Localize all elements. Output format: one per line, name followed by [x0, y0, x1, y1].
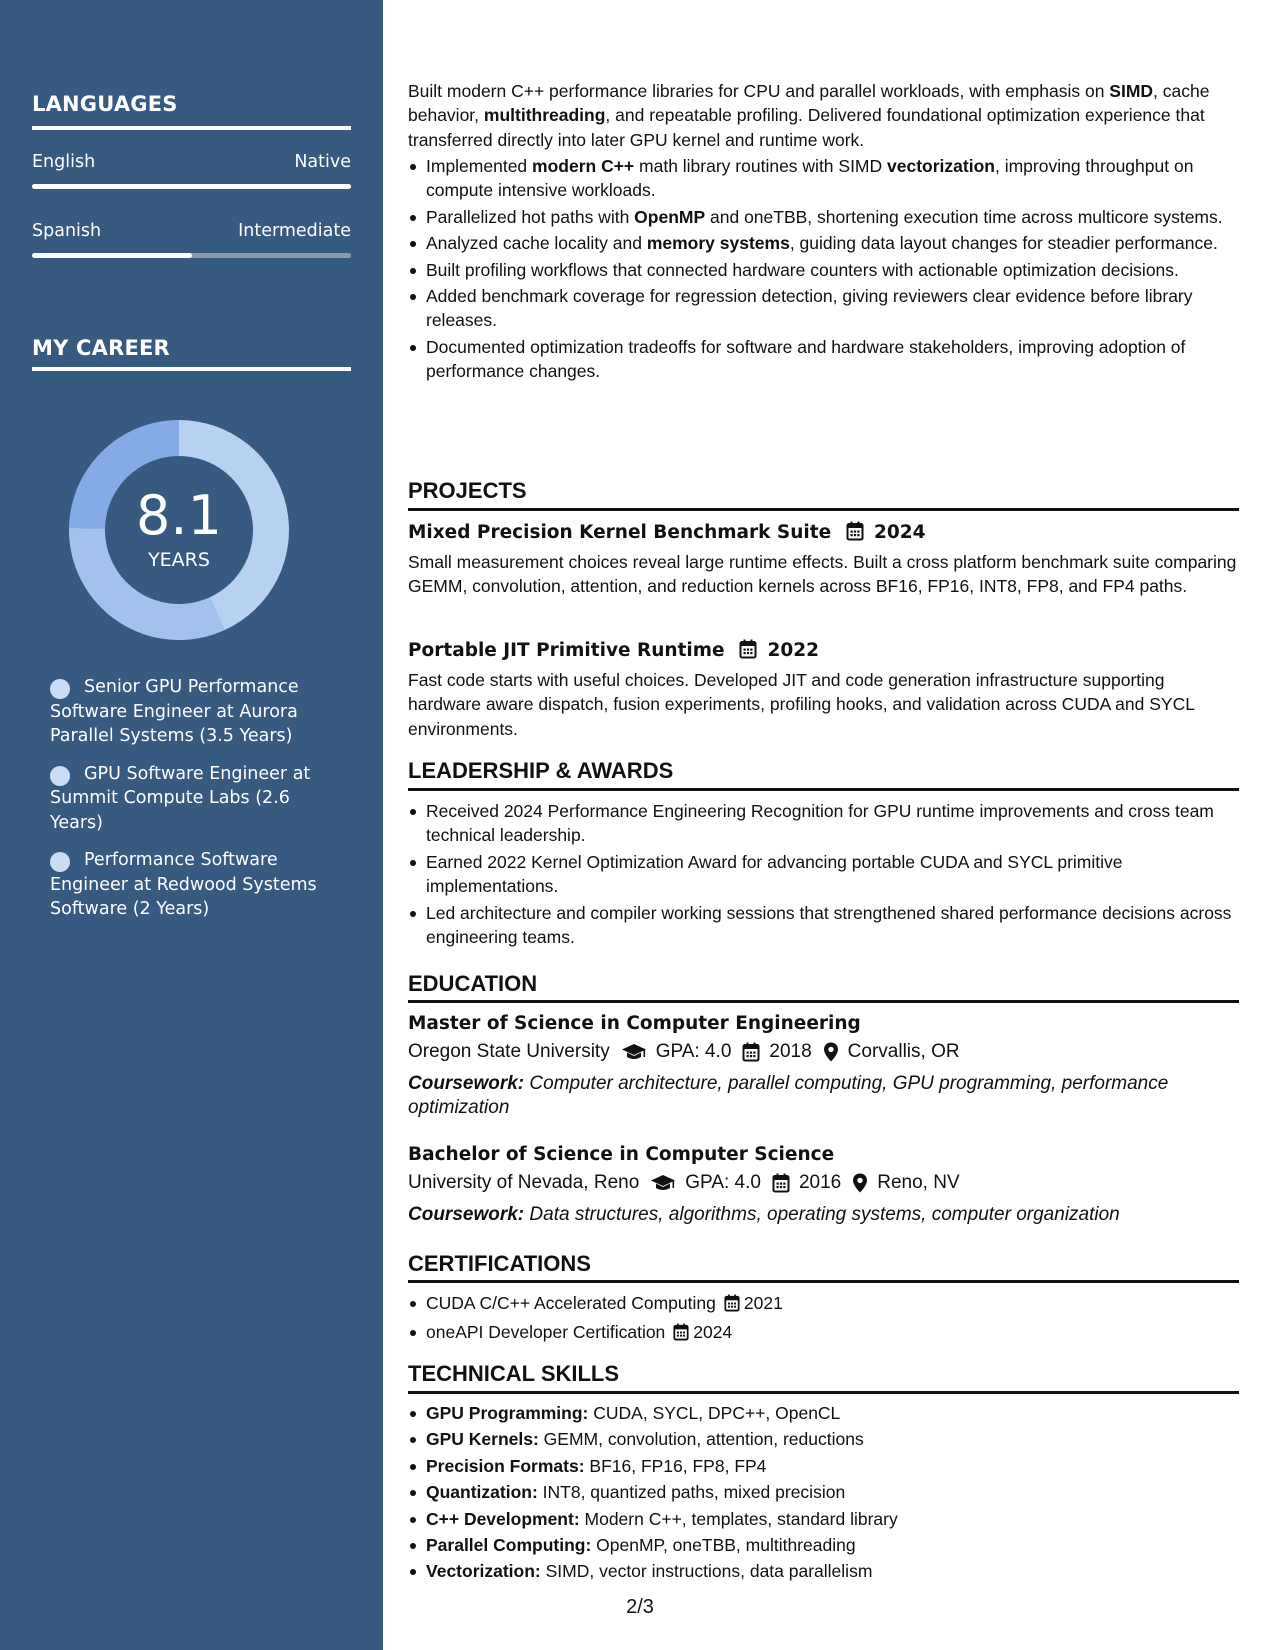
skill-item — [408, 1533, 1239, 1557]
language-proficiency-fill — [32, 253, 192, 258]
calendar-icon — [742, 1042, 760, 1062]
bold-keyword: vectorization — [887, 156, 995, 176]
text-run: Analyzed cache locality and — [426, 233, 647, 254]
skill-label: Quantization: — [426, 1482, 538, 1503]
location-pin-icon — [823, 1042, 839, 1062]
skill-label: Parallel Computing: — [426, 1535, 592, 1556]
calendar-icon — [724, 1294, 740, 1318]
text-run: , and repeatable profiling. Delivered foundational optimization experience that transferred directly into later GPU kernel and runtime work. — [408, 105, 1205, 150]
projects-heading: PROJECTS — [408, 478, 527, 503]
text-run: Documented optimization tradeoffs for software and hardware stakeholders, improving adoption of performance changes. — [426, 336, 1186, 382]
page-number: 2/3 — [626, 1596, 654, 1618]
skill-value: OpenMP, oneTBB, multithreading — [591, 1535, 856, 1556]
bold-keyword: SIMD — [1109, 81, 1154, 101]
school-location: Reno, NV — [877, 1172, 960, 1193]
school-location: Corvallis, OR — [847, 1041, 960, 1062]
career-item-text: Senior GPU Performance Software Engineer at Aurora Parallel Systems (3.5 Years) — [50, 677, 299, 746]
language-level: Native — [294, 152, 351, 172]
school-name: University of Nevada, Reno — [408, 1172, 640, 1193]
coursework-text: Data structures, algorithms, operating systems, computer organization — [524, 1204, 1120, 1225]
career-item — [50, 848, 320, 922]
skill-label: Vectorization: — [426, 1561, 541, 1582]
degree-title: Bachelor of Science in Computer Science — [408, 1144, 835, 1165]
skills-heading: TECHNICAL SKILLS — [408, 1361, 620, 1386]
project-title: Mixed Precision Kernel Benchmark Suite — [408, 522, 832, 543]
leadership-divider — [408, 788, 1239, 791]
text-run: math library routines with SIMD — [634, 156, 888, 176]
graduation-cap-icon — [621, 1042, 647, 1062]
text-run: and oneTBB, shortening execution time across multicore systems. — [705, 206, 1223, 227]
coursework-text: Computer architecture, parallel computing, GPU programming, performance optimization — [408, 1073, 1169, 1118]
degree-title: Master of Science in Computer Engineering — [408, 1013, 861, 1034]
text-run: Added benchmark coverage for regression detection, giving reviewers clear evidence before library releases. — [426, 286, 1193, 331]
text-run: Implemented — [426, 156, 533, 176]
skill-item — [408, 1427, 1239, 1451]
calendar-icon — [673, 1323, 689, 1347]
career-years-unit: YEARS — [148, 549, 210, 571]
certifications-heading: CERTIFICATIONS — [408, 1251, 591, 1276]
text-run: , cache behavior, — [408, 81, 1210, 126]
skills-divider — [408, 1391, 1239, 1394]
skill-value: BF16, FP16, FP8, FP4 — [584, 1455, 767, 1476]
language-proficiency-bar — [32, 253, 351, 258]
gpa: GPA: 4.0 — [655, 1041, 732, 1062]
career-heading: MY CAREER — [32, 336, 170, 360]
project-title-row — [408, 639, 819, 664]
career-dot-icon — [50, 852, 70, 872]
language-proficiency-fill — [32, 184, 351, 189]
certification-item — [408, 1291, 1239, 1318]
calendar-icon — [739, 639, 757, 664]
career-dot-icon — [50, 766, 70, 786]
text-run: Parallelized hot paths with — [426, 206, 635, 227]
text-run: Built modern C++ performance libraries for CPU and parallel workloads, with emphasis on — [408, 81, 1110, 101]
experience-bullet — [408, 205, 1239, 229]
career-years-value: 8.1 — [136, 484, 222, 547]
bold-keyword: multithreading — [483, 105, 606, 126]
leadership-item: Earned 2022 Kernel Optimization Award for advancing portable CUDA and SYCL primitive implementations. — [408, 850, 1239, 899]
sidebar — [0, 0, 383, 1650]
certification-name: oneAPI Developer Certification — [426, 1322, 666, 1343]
leadership-item: Received 2024 Performance Engineering Recognition for GPU runtime improvements and cross team technical leadership. — [408, 799, 1239, 848]
gpa: GPA: 4.0 — [685, 1172, 761, 1193]
text-run: , improving throughput on compute intensive workloads. — [426, 156, 1194, 201]
certifications-list — [408, 1291, 1239, 1350]
education-meta — [408, 1041, 960, 1063]
skill-item — [408, 1454, 1239, 1478]
skill-item — [408, 1559, 1239, 1583]
education-meta — [408, 1172, 960, 1194]
language-level: Intermediate — [238, 221, 351, 241]
skill-label: GPU Kernels: — [426, 1429, 539, 1450]
certification-year: 2021 — [743, 1293, 783, 1313]
school-name: Oregon State University — [408, 1041, 610, 1062]
career-divider — [32, 367, 351, 371]
project-description: Small measurement choices reveal large runtime effects. Built a cross platform benchmark suite comparing GEMM, convolution, attention, and reduction kernels across BF16, FP16, INT8, FP8, and FP4 paths. — [408, 552, 1237, 597]
calendar-icon — [772, 1173, 790, 1193]
skill-value: GEMM, convolution, attention, reductions — [538, 1429, 864, 1450]
experience-summary — [408, 79, 1239, 152]
skill-label: C++ Development: — [426, 1508, 580, 1529]
projects-divider — [408, 508, 1239, 511]
experience-bullet — [408, 335, 1239, 384]
skill-item — [408, 1480, 1239, 1504]
languages-divider — [32, 126, 351, 130]
career-item — [50, 675, 320, 749]
education-heading: EDUCATION — [408, 971, 538, 996]
project-title-row — [408, 521, 926, 546]
certification-name: CUDA C/C++ Accelerated Computing — [426, 1293, 716, 1313]
leadership-list — [408, 799, 1239, 951]
career-item-text: GPU Software Engineer at Summit Compute Labs (2.6 Years) — [50, 763, 311, 833]
career-list — [50, 675, 320, 935]
skill-label: Precision Formats: — [426, 1455, 585, 1476]
project-year: 2022 — [767, 640, 819, 661]
text-run: Built profiling workflows that connected hardware counters with actionable optimization decisions. — [426, 259, 1179, 280]
skill-label: GPU Programming: — [426, 1403, 589, 1423]
text-run: , guiding data layout changes for steadier performance. — [789, 233, 1218, 254]
bold-keyword: OpenMP — [634, 206, 706, 227]
coursework — [408, 1203, 1239, 1227]
skill-value: CUDA, SYCL, DPC++, OpenCL — [588, 1403, 841, 1423]
experience-bullet — [408, 231, 1239, 255]
project-description: Fast code starts with useful choices. Developed JIT and code generation infrastructure supporting hardware aware dispatch, fusion experiments, profiling hooks, and validation across CUDA and SYCL environments. — [408, 670, 1195, 739]
coursework-label: Coursework: — [408, 1204, 525, 1225]
languages-heading: LANGUAGES — [32, 92, 178, 116]
experience-bullet — [408, 258, 1239, 282]
skills-list — [408, 1401, 1239, 1586]
coursework-label: Coursework: — [408, 1073, 525, 1094]
experience-bullets — [408, 154, 1239, 386]
career-item-text: Performance Software Engineer at Redwood Systems Software (2 Years) — [50, 850, 317, 919]
experience-bullet — [408, 284, 1239, 333]
language-name: English — [32, 152, 96, 172]
project-title: Portable JIT Primitive Runtime — [408, 640, 725, 661]
career-item — [50, 762, 320, 836]
project-year: 2024 — [874, 522, 926, 543]
skill-item — [408, 1401, 1239, 1425]
leadership-heading: LEADERSHIP & AWARDS — [408, 758, 674, 783]
graduation-cap-icon — [650, 1173, 676, 1193]
language-proficiency-bar — [32, 184, 351, 189]
career-dot-icon — [50, 679, 70, 699]
graduation-year: 2018 — [769, 1041, 812, 1062]
certification-item — [408, 1320, 1239, 1347]
bold-keyword: modern C++ — [532, 156, 635, 176]
certification-year: 2024 — [693, 1322, 733, 1343]
leadership-item: Led architecture and compiler working sessions that strengthened shared performance decisions across engineering teams. — [408, 901, 1239, 950]
calendar-icon — [846, 521, 864, 546]
skill-value: Modern C++, templates, standard library — [579, 1508, 898, 1529]
language-name: Spanish — [32, 221, 102, 241]
education-divider — [408, 1000, 1239, 1003]
certifications-divider — [408, 1280, 1239, 1283]
location-pin-icon — [852, 1173, 868, 1193]
graduation-year: 2016 — [798, 1172, 842, 1193]
coursework — [408, 1072, 1239, 1120]
bold-keyword: memory systems — [646, 233, 790, 254]
skill-item — [408, 1507, 1239, 1531]
skill-value: SIMD, vector instructions, data parallelism — [540, 1561, 873, 1582]
experience-bullet — [408, 154, 1239, 203]
skill-value: INT8, quantized paths, mixed precision — [537, 1482, 846, 1503]
